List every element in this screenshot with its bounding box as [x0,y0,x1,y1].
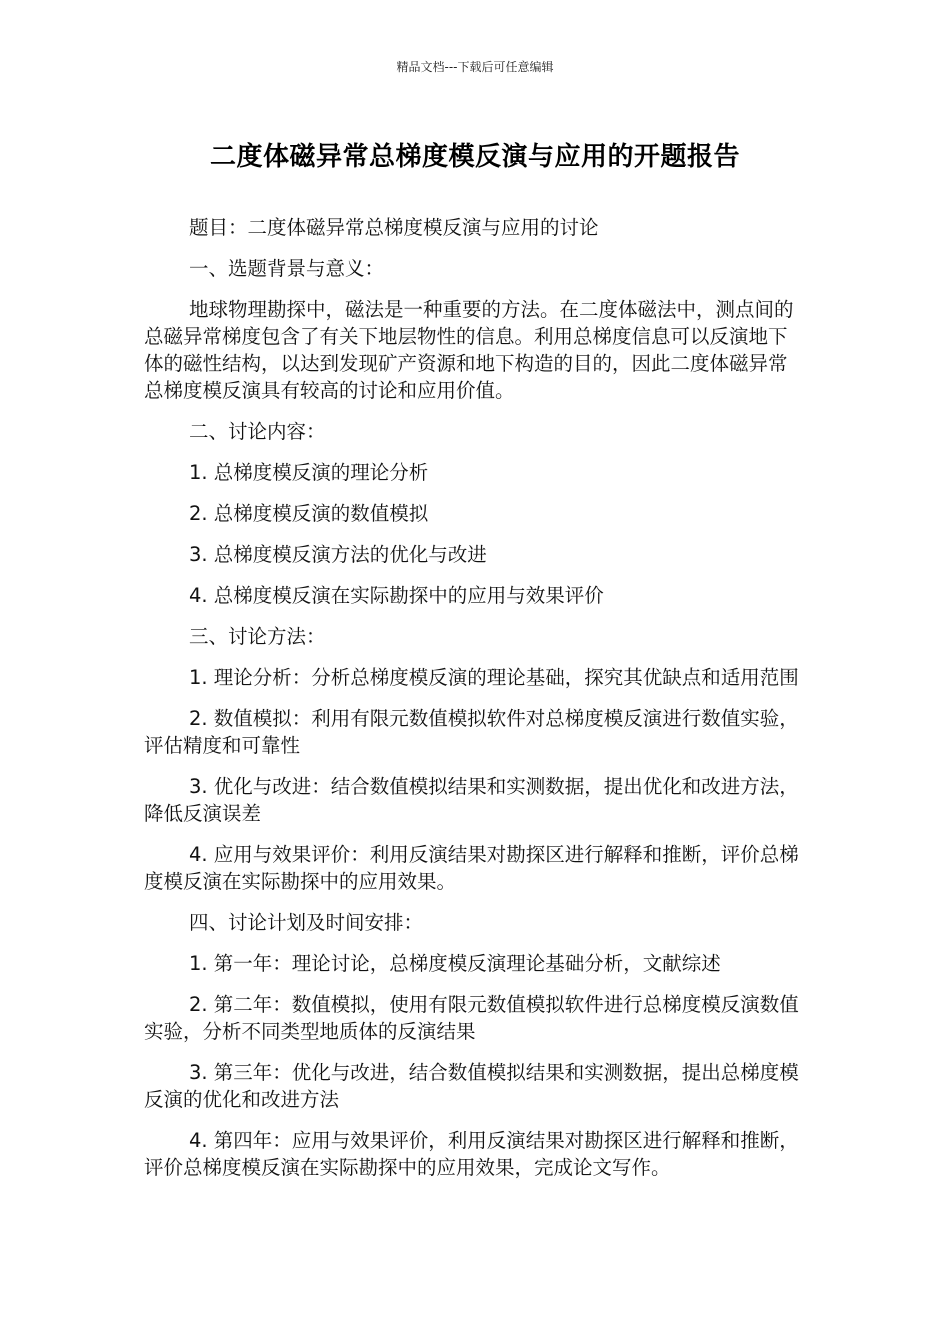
content-item: 2. 总梯度模反演的数值模拟 [189,502,429,525]
method-item: 1. 理论分析：分析总梯度模反演的理论基础，探究其优缺点和适用范围 [189,666,799,689]
content-item: 4. 总梯度模反演在实际勘探中的应用与效果评价 [189,584,604,607]
method-item: 2. 数值模拟：利用有限元数值模拟软件对总梯度模反演进行数值实验，评估精度和可靠性 [144,707,799,757]
method-item: 4. 应用与效果评价：利用反演结果对勘探区进行解释和推断，评价总梯度模反演在实际勘探中的应用效果。 [144,843,799,893]
schedule-item: 1. 第一年：理论讨论，总梯度模反演理论基础分析，文献综述 [189,952,721,975]
document-body [144,214,799,1195]
section-heading-content: 二、讨论内容： [189,420,326,443]
section-heading-methods: 三、讨论方法： [189,625,326,648]
header-note: 精品文档---下载后可任意编辑 [396,60,554,74]
content-item: 3. 总梯度模反演方法的优化与改进 [189,543,487,566]
section-heading-background: 一、选题背景与意义： [189,257,385,280]
topic-paragraph: 题目：二度体磁异常总梯度模反演与应用的讨论 [189,216,599,239]
section-heading-schedule: 四、讨论计划及时间安排： [189,911,424,934]
document-title: 二度体磁异常总梯度模反演与应用的开题报告 [209,142,740,172]
schedule-item: 3. 第三年：优化与改进，结合数值模拟结果和实测数据，提出总梯度模反演的优化和改进方法 [144,1061,799,1111]
content-item: 1. 总梯度模反演的理论分析 [189,461,429,484]
background-paragraph: 地球物理勘探中，磁法是一种重要的方法。在二度体磁法中，测点间的总磁异常梯度包含了有关下地层物性的信息。利用总梯度信息可以反演地下体的磁性结构，以达到发现矿产资源和地下构造的目的，因此二度体磁异常总梯度模反演具有较高的讨论和应用价值。 [144,298,794,402]
schedule-item: 2. 第二年：数值模拟，使用有限元数值模拟软件进行总梯度模反演数值实验，分析不同类型地质体的反演结果 [144,993,799,1043]
schedule-item: 4. 第四年：应用与效果评价，利用反演结果对勘探区进行解释和推断，评价总梯度模反演在实际勘探中的应用效果，完成论文写作。 [144,1129,799,1179]
method-item: 3. 优化与改进：结合数值模拟结果和实测数据，提出优化和改进方法，降低反演误差 [144,775,799,825]
